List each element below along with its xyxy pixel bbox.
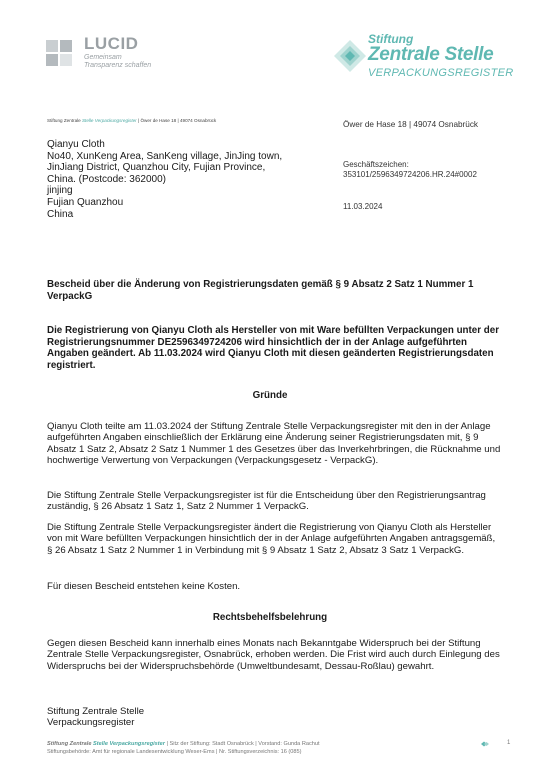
recipient-line: jinjing — [47, 185, 73, 197]
page-number: 1 — [507, 740, 511, 746]
signature-line: Verpackungsregister — [47, 717, 135, 729]
zsvr-line-1: Stiftung — [368, 32, 414, 46]
zsvr-line-2: Zentrale Stelle — [368, 44, 494, 65]
zsvr-logo — [330, 28, 520, 84]
reference-value: 353101/2596349724206.HR.24#0002 — [343, 170, 477, 179]
zsvr-small-icon — [480, 741, 490, 747]
body-paragraph: Die Stiftung Zentrale Stelle Verpackungsregister ist für die Entscheidung über den Registrierungsantrag zuständig, § 26 Absatz 1 Satz 1, Satz 2 Nummer 1 VerpackG. — [47, 490, 486, 513]
sender-line — [47, 118, 216, 123]
body-paragraph: Für diesen Bescheid entstehen keine Kosten. — [47, 581, 241, 592]
office-address: Öwer de Hase 18 | 49074 Osnabrück — [343, 120, 479, 129]
footer-org-prefix: Stiftung Zentrale — [47, 741, 93, 747]
recipient-line: Qianyu Cloth — [47, 139, 105, 150]
footer-org-highlight: Stelle Verpackungsregister — [93, 741, 165, 747]
recipient-address — [47, 139, 287, 220]
reference-label: Geschäftszeichen: — [343, 160, 409, 169]
page-footer — [47, 740, 467, 756]
letter-date: 11.03.2024 — [343, 202, 383, 211]
reference-number — [343, 160, 477, 180]
signature-block — [47, 706, 144, 729]
lucid-name: LUCID — [84, 34, 139, 53]
lucid-tagline-2: Transparenz schaffen — [84, 62, 152, 69]
zsvr-logo-icon — [330, 36, 370, 76]
zsvr-line-3: VERPACKUNGSREGISTER — [368, 67, 514, 79]
lucid-tagline-1: Gemeinsam — [84, 54, 122, 61]
recipient-line: No40, XunKeng Area, SanKeng village, JinJing town, JinJiang District, Quanzhou City, Fujian Province, China. (Postcode: 362000) — [47, 150, 283, 185]
recipient-line: China — [47, 208, 74, 220]
subject-line: Bescheid über die Änderung von Registrierungsdaten gemäß § 9 Absatz 2 Satz 1 Nummer 1 VerpackG — [47, 279, 474, 302]
sender-prefix: Stiftung Zentrale — [47, 118, 82, 123]
lucid-tagline — [84, 54, 184, 70]
rechtsbehelf-heading: Rechtsbehelfsbelehrung — [212, 612, 328, 623]
sender-highlight: Stelle Verpackungsregister — [81, 118, 137, 123]
lucid-logo-icon — [44, 38, 78, 68]
footer-line1-rest: | Sitz der Stiftung: Stadt Osnabrück | Vorstand: Gunda Rachut — [164, 741, 320, 747]
body-paragraph: Die Stiftung Zentrale Stelle Verpackungsregister ändert die Registrierung von Qianyu Cloth als Hersteller von mit Ware befüllten Verpackungen hinsichtlich der in der Anlage aufgeführten Angaben antragsgemäß, § 26 Absatz 1 Satz 2 Nummer 1 in Verbindung mit § 9 Absatz 1 Satz 2, Absatz 3 Satz 1 VerpackG. — [47, 522, 496, 556]
rechtsbehelf-text: Gegen diesen Bescheid kann innerhalb eines Monats nach Bekanntgabe Widerspruch bei der Stiftung Zentrale Stelle Verpackungsregister, Osnabrück, erhoben werden. Die Frist wird auch durch Einlegung des Widerspruchs bei der Widerspruchsbehörde (Umweltbundesamt, Dessau-Roßlau) gewahrt. — [47, 638, 500, 672]
footer-line-1 — [47, 740, 467, 748]
gruende-heading: Gründe — [252, 390, 288, 401]
body-paragraph: Qianyu Cloth teilte am 11.03.2024 der Stiftung Zentrale Stelle Verpackungsregister mit den in der Anlage aufgeführten Angaben einschließlich der Erklärung eine Änderung seiner Registrierungsdaten mit, § 9 Absatz 1 Satz 2, Absatz 2 Satz 1 Nummer 1 des Gesetzes über das Inverkehrbringen, die Rücknahme und hochwertige Verwertung von Verpackungen (Verpackungsgesetz - VerpackG). — [47, 421, 501, 467]
signature-line: Stiftung Zentrale Stelle — [47, 706, 145, 717]
recipient-line: Fujian Quanzhou — [47, 196, 124, 208]
sender-rest: | Öwer de Hase 18 | 49074 Osnabrück — [136, 118, 217, 123]
lucid-logo — [44, 34, 184, 74]
decision-intro: Die Registrierung von Qianyu Cloth als Hersteller von mit Ware befüllten Verpackungen unter der Registrierungsnummer DE2596349724206 wird hinsichtlich der in der Anlage aufgeführten Angaben geändert. Ab 11.03.2024 wird Qianyu Cloth mit diesen geänderten Registrierungsdaten registriert. — [47, 325, 500, 371]
footer-line-2: Stiftungsbehörde: Amt für regionale Landesentwicklung Weser-Ems | Nr. Stiftungsverzeichnis: 16 (085) — [47, 749, 302, 755]
